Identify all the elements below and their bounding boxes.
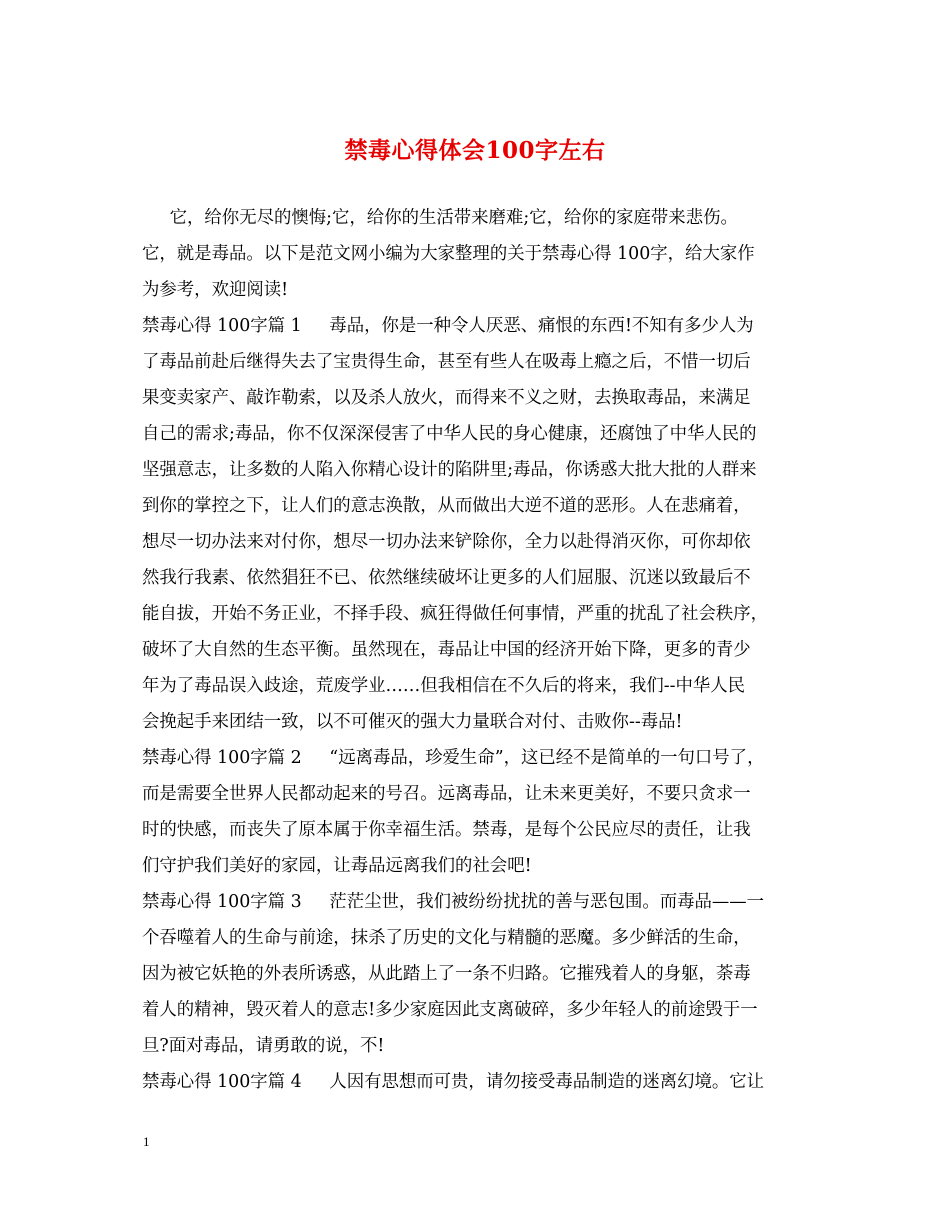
text-line: 破坏了大自然的生态平衡。虽然现在，毒品让中国的经济开始下降，更多的青少	[142, 640, 751, 660]
document-title: 禁毒心得体会100字左右	[344, 137, 606, 164]
document-body	[142, 200, 832, 1100]
text-line: 年为了毒品误入歧途，荒废学业……但我相信在不久后的将来，我们--中华人民	[142, 676, 746, 696]
text-line: 想尽一切办法来对付你，想尽一切办法来铲除你，全力以赴得消灭你，可你却依	[142, 532, 751, 552]
text-line: 然我行我素、依然猖狂不已、依然继续破坏让更多的人们屈服、沉迷以致最后不	[142, 568, 751, 588]
text-line: 自己的需求;毒品，你不仅深深侵害了中华人民的身心健康，还腐蚀了中华人民的	[142, 424, 757, 444]
text-line: 们守护我们美好的家园，让毒品远离我们的社会吧!	[142, 856, 532, 876]
text-line: 它，给你无尽的懊悔;它，给你的生活带来磨难;它，给你的家庭带来悲伤。	[142, 208, 738, 228]
text-line: 因为被它妖艳的外表所诱惑，从此踏上了一条不归路。它摧残着人的身躯，荼毒	[142, 964, 751, 984]
page-number: 1	[143, 1134, 150, 1149]
text-line: 时的快感，而丧失了原本属于你幸福生活。禁毒，是每个公民应尽的责任，让我	[142, 820, 751, 840]
text-line: 了毒品前赴后继得失去了宝贵得生命，甚至有些人在吸毒上瘾之后，不惜一切后	[142, 352, 751, 372]
text-line: 坚强意志，让多数的人陷入你精心设计的陷阱里;毒品，你诱惑大批大批的人群来	[142, 460, 757, 480]
text-line: 果变卖家产、敲诈勒索，以及杀人放火，而得来不义之财，去换取毒品，来满足	[142, 388, 751, 408]
text-line: 为参考，欢迎阅读!	[142, 280, 289, 300]
text-line: 禁毒心得 100字篇 1 毒品，你是一种令人厌恶、痛恨的东西!不知有多少人为	[142, 316, 754, 336]
text-line: 旦?面对毒品，请勇敢的说，不!	[142, 1036, 385, 1056]
text-line: 它，就是毒品。以下是范文网小编为大家整理的关于禁毒心得 100字，给大家作	[142, 244, 755, 264]
text-line: 会挽起手来团结一致，以不可催灭的强大力量联合对付、击败你--毒品!	[142, 712, 683, 732]
text-line: 能自拔，开始不务正业，不择手段、疯狂得做任何事情，严重的扰乱了社会秩序，	[142, 604, 769, 624]
text-line: 而是需要全世界人民都动起来的号召。远离毒品，让未来更美好，不要只贪求一	[142, 784, 751, 804]
text-line: 着人的精神，毁灭着人的意志!多少家庭因此支离破碎，多少年轻人的前途毁于一	[142, 1000, 758, 1020]
text-line: 禁毒心得 100字篇 3 茫茫尘世，我们被纷纷扰扰的善与恶包围。而毒品——一	[142, 892, 765, 912]
text-line: 到你的掌控之下，让人们的意志涣散，从而做出大逆不道的恶形。人在悲痛着，	[142, 496, 751, 516]
text-line: 禁毒心得 100字篇 2 “远离毒品，珍爱生命”，这已经不是简单的一句口号了，	[142, 748, 765, 768]
text-line: 个吞噬着人的生命与前途，抹杀了历史的文化与精髓的恶魔。多少鲜活的生命，	[142, 928, 751, 948]
text-line: 禁毒心得 100字篇 4 人因有思想而可贵，请勿接受毒品制造的迷离幻境。它让	[142, 1072, 765, 1092]
